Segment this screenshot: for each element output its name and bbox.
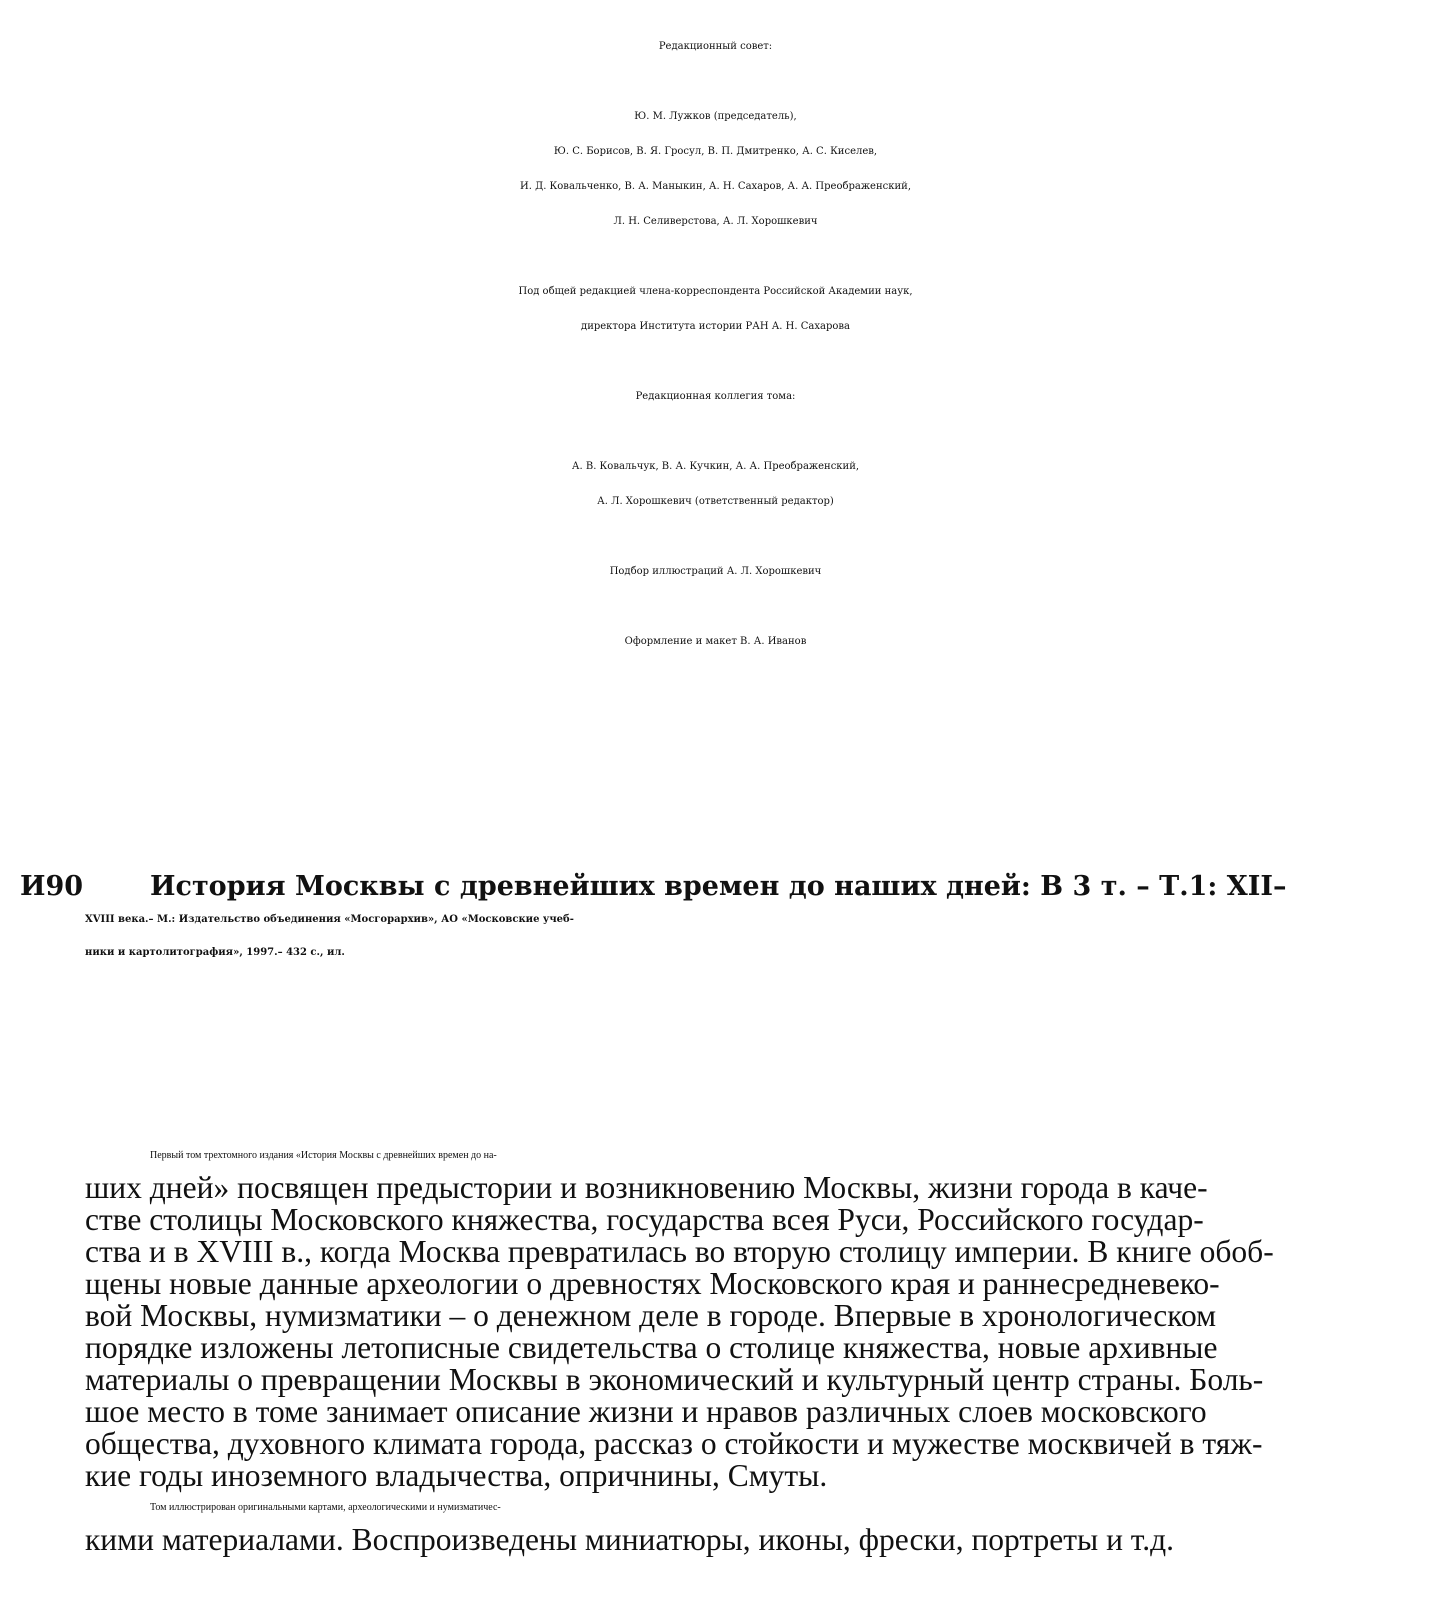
bibliographic-line	[20, 870, 1415, 903]
abstract-line: общества, духовного климата города, рассказ о стойкости и мужестве москвичей в тяж-	[85, 1426, 1263, 1461]
abstract-line: порядке изложены летописные свидетельства о столице княжества, новые архивные	[85, 1330, 1218, 1365]
general-editor-line: Под общей редакцией члена-корреспондента Российской Академии наук,	[518, 286, 913, 297]
bibliographic-line: XVIII века.– М.: Издательство объединения «Мосгорархив», АО «Московские учеб-	[85, 914, 574, 925]
abstract-line: ства и в XVIII в., когда Москва превратилась во вторую столицу империи. В книге обоб-	[85, 1234, 1274, 1269]
abstract-line: ших дней» посвящен предыстории и возникновению Москвы, жизни города в каче-	[85, 1170, 1208, 1205]
abstract-line: щены новые данные археологии о древностях Московского края и раннесредневеко-	[85, 1266, 1220, 1301]
abstract-line: шое место в томе занимает описание жизни и нравов различных слоев московского	[85, 1394, 1207, 1429]
abstract-line: Том иллюстрирован оригинальными картами, археологическими и нумизматичес-	[150, 1502, 501, 1513]
abstract-line: стве столицы Московского княжества, государства всея Руси, Российского государ-	[85, 1202, 1204, 1237]
editorial-board-heading: Редакционный совет:	[658, 41, 773, 52]
bibliographic-line: ники и картолитография», 1997.– 432 с., ил.	[85, 947, 345, 958]
abstract-line: кими материалами. Воспроизведены миниатюры, иконы, фрески, портреты и т.д.	[85, 1522, 1174, 1557]
design-credit: Оформление и макет В. А. Иванов	[624, 636, 807, 647]
abstract-line: кие годы иноземного владычества, опричнины, Смуты.	[85, 1458, 828, 1493]
bibliographic-code: И90	[20, 871, 84, 902]
abstract-line: Первый том трехтомного издания «История Москвы с древнейших времен до на-	[150, 1150, 497, 1161]
bibliographic-title: История Москвы с древнейших времен до наших дней: В 3 т. – Т.1: XII–	[150, 871, 1287, 902]
general-editor-line: директора Института истории РАН А. Н. Сахарова	[581, 321, 850, 332]
editorial-board-line: Ю. С. Борисов, В. Я. Гросул, В. П. Дмитренко, А. С. Киселев,	[553, 146, 878, 157]
abstract-line: вой Москвы, нумизматики – о денежном деле в городе. Впервые в хронологическом	[85, 1298, 1217, 1333]
illustrations-credit: Подбор иллюстраций А. Л. Хорошкевич	[609, 566, 822, 577]
editorial-board-line: И. Д. Ковальченко, В. А. Маныкин, А. Н. Сахаров, А. А. Преображенский,	[519, 181, 911, 192]
volume-board-line: А. Л. Хорошкевич (ответственный редактор)	[597, 496, 834, 507]
editorial-board-line: Ю. М. Лужков (председатель),	[634, 111, 797, 122]
volume-board-line: А. В. Ковальчук, В. А. Кучкин, А. А. Преображенский,	[571, 461, 860, 472]
abstract-line: материалы о превращении Москвы в экономический и культурный центр страны. Боль-	[85, 1362, 1264, 1397]
editorial-board-line: Л. Н. Селиверстова, А. Л. Хорошкевич	[613, 216, 818, 227]
volume-board-heading: Редакционная коллегия тома:	[635, 391, 796, 402]
